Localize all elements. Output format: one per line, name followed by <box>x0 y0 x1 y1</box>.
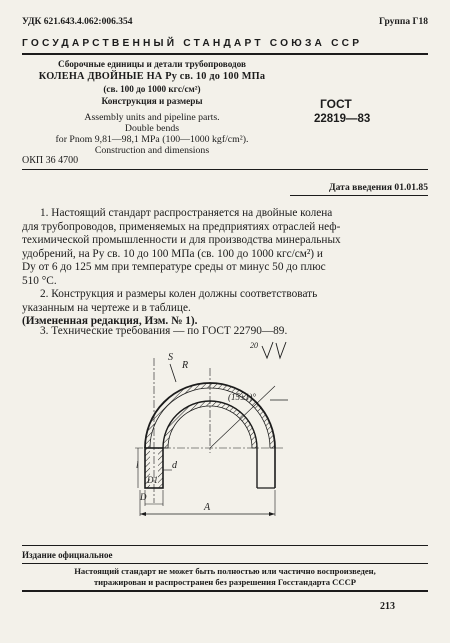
roughness-symbol-bracket <box>276 342 286 358</box>
title-ru-line3: (св. 100 до 1000 кгс/см²) <box>103 84 201 94</box>
okp-code: ОКП 36 4700 <box>22 155 79 166</box>
p1-line: 1. Настоящий стандарт распространяется на двойные колена <box>40 207 333 219</box>
notice-line1: Настоящий стандарт не может быть полностью или частично воспроизведен, <box>74 566 376 576</box>
left-leg-hatch-inner <box>158 448 163 488</box>
title-en-line4: Construction and dimensions <box>94 145 210 156</box>
footer-divider <box>22 545 428 546</box>
date-underline <box>290 195 428 196</box>
roughness-symbol <box>262 342 273 358</box>
official-edition: Издание официальное <box>22 550 113 560</box>
gost-number: 22819—83 <box>314 113 371 125</box>
title-en-line1: Assembly units and pipeline parts. <box>84 112 220 123</box>
title-divider <box>22 169 428 170</box>
title-ru-line4: Конструкция и размеры <box>101 96 203 106</box>
gost-label: ГОСТ <box>320 97 352 111</box>
title-en-line2: Double bends <box>124 123 180 134</box>
roughness-value: 20 <box>250 341 258 350</box>
notice-line2: тиражирован и распространен без разрешения Госстандарта СССР <box>93 577 357 587</box>
p2-note: (Измененная редакция, Изм. № 1). <box>22 315 198 328</box>
paragraph-1 <box>22 207 428 289</box>
p1-line: для трубопроводов, применяемых на предприятиях отраслей неф- <box>22 220 341 233</box>
p2-line: 2. Конструкция и размеры колен должны соответствовать <box>40 288 318 300</box>
p1-line: 510 °С. <box>22 274 57 287</box>
header-divider <box>22 53 428 55</box>
copyright-notice <box>22 566 428 588</box>
group-code: Группа Г18 <box>379 17 428 27</box>
title-ru-line1: Сборочные единицы и детали трубопроводов <box>57 59 247 69</box>
title-block-ru <box>22 59 282 156</box>
label-s: S <box>168 352 173 363</box>
p2-line: указанным на чертеже и в таблице. <box>22 301 191 314</box>
footer-divider-2 <box>22 563 428 564</box>
label-d: d <box>172 460 177 471</box>
s-leader <box>170 364 176 382</box>
label-r: R <box>182 360 189 371</box>
footer-divider-3 <box>22 590 428 592</box>
label-l: l <box>136 460 139 470</box>
angle-label: (15±1)° <box>228 392 257 402</box>
paragraph-3: 3. Технические требования — по ГОСТ 22790—89. <box>40 325 288 337</box>
title-en-line3: for Pnom 9,81—98,1 MPa (100—1000 kgf/cm²). <box>55 134 249 145</box>
label-a: A <box>204 502 211 513</box>
intro-date: Дата введения 01.01.85 <box>328 182 428 193</box>
udk-code: УДК 621.643.4.062:006.354 <box>22 17 133 27</box>
paragraph-2 <box>22 288 428 329</box>
page-number: 213 <box>380 601 395 612</box>
bend-drawing <box>110 338 300 534</box>
p1-line: Dу от 6 до 125 мм при температуре среды от минус 50 до плюс <box>22 261 326 274</box>
label-d1: D1 <box>147 475 158 485</box>
label-d2: D <box>140 492 147 502</box>
p1-line: техимической промышленности и для производства минеральных <box>22 234 341 247</box>
title-ru-line2: КОЛЕНА ДВОЙНЫЕ НА Pу св. 10 до 100 МПа <box>38 71 266 82</box>
standard-title: ГОСУДАРСТВЕННЫЙ СТАНДАРТ СОЮЗА ССР <box>22 38 363 49</box>
p1-line: удобрений, на Pу св. 10 до 100 МПа (св. 100 до 1000 кгс/см²) и <box>22 247 323 260</box>
